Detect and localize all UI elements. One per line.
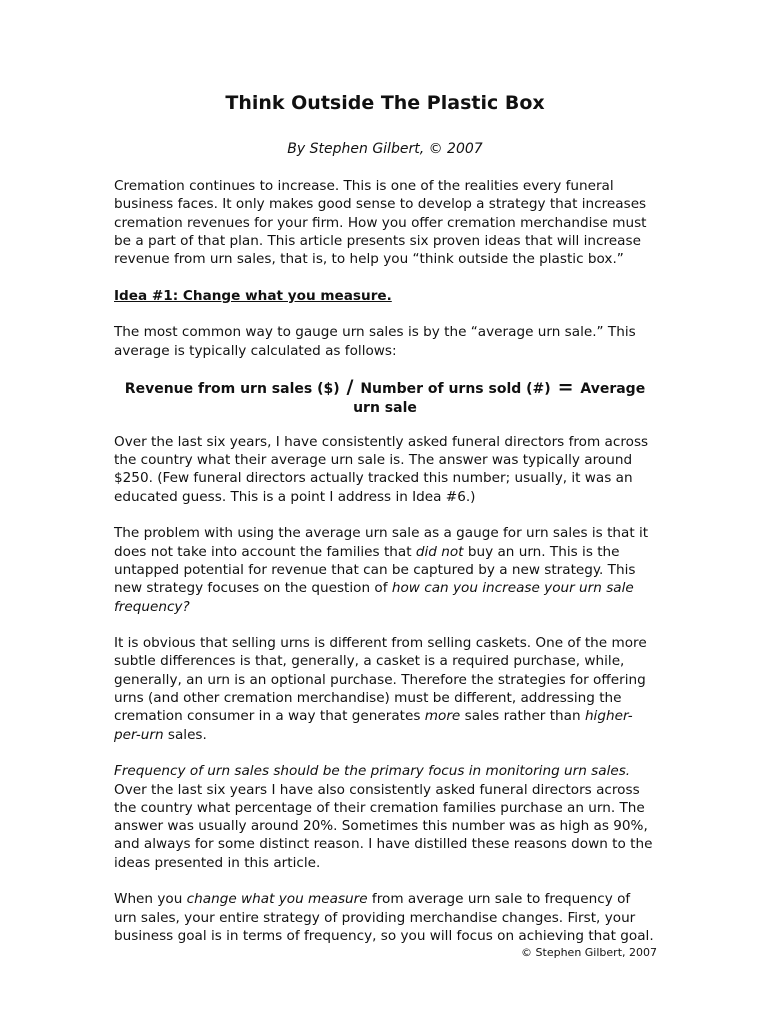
formula [114, 378, 656, 417]
emphasis-did-not: did not [415, 543, 464, 560]
emphasis-question: how can you increase your urn sale frequency? [114, 580, 634, 615]
section-heading-idea-1: Idea #1: Change what you measure. [114, 287, 392, 304]
text-run: sales rather than [460, 708, 585, 725]
paragraph-change-measure [114, 890, 656, 945]
paragraph-frequency [114, 762, 656, 872]
text-run: sales. [163, 726, 207, 743]
byline: By Stephen Gilbert, © 2007 [287, 141, 483, 157]
formula-urns-sold: Number of urns sold (#) [360, 381, 551, 398]
text-run: The problem with using the average urn sale as a gauge for urn sales is that it does not take into account the families that [114, 525, 649, 560]
emphasis-higher-per-urn: higher-per-urn [114, 708, 633, 743]
page-footer: © Stephen Gilbert, 2007 [521, 946, 657, 959]
formula-equals: = [557, 376, 574, 399]
text-run: Over the last six years I have also consistently asked funeral directors across the country what percentage of their cremation families purchase an urn. The answer was usually around 20%. Sometimes this number was as high as 90%, and always for some distinct reason. I have distilled these reasons down to the ideas presented in this article. [114, 781, 653, 871]
emphasis-more: more [424, 708, 461, 725]
text-run: When you [114, 891, 187, 908]
formula-divide: / [346, 376, 354, 399]
paragraph-average-urn-sale: The most common way to gauge urn sales is by the “average urn sale.” This average is typically calculated as follows: [114, 324, 636, 359]
page-title: Think Outside The Plastic Box [225, 92, 545, 114]
paragraph-intro: Cremation continues to increase. This is one of the realities every funeral business faces. It only makes good sense to develop a strategy that increases cremation revenues for your firm. How you offer cremation merchandise must be a part of that plan. This article presents six proven ideas that will increase revenue from urn sales, that is, to help you “think outside the plastic box.” [114, 178, 647, 268]
article-body [114, 177, 656, 963]
paragraph-urns-vs-caskets [114, 634, 656, 744]
formula-result: Average urn sale [353, 381, 646, 416]
text-run: It is obvious that selling urns is different from selling caskets. One of the more subtle differences is that, generally, a casket is a required purchase, while, generally, an urn is an optional purchase. Therefore the strategies for offering urns (and other cremation merchandise) must be different, addressing the cremation consumer in a way that generates [114, 635, 647, 725]
formula-revenue: Revenue from urn sales ($) [124, 381, 340, 398]
paragraph-problem [114, 524, 656, 615]
emphasis-change-measure: change what you measure [186, 891, 368, 908]
emphasis-frequency: Frequency of urn sales should be the primary focus in monitoring urn sales. [114, 763, 631, 780]
text-run: buy an urn. This is the untapped potential for revenue that can be captured by a new strategy. This new strategy focuses on the question of [114, 543, 636, 597]
text-run: from average urn sale to frequency of urn sales, your entire strategy of providing merchandise changes. First, your business goal is in terms of frequency, so you will focus on achieving that goal. [114, 891, 654, 944]
paragraph-six-years: Over the last six years, I have consistently asked funeral directors from across the country what their average urn sale is. The answer was typically around $250. (Few funeral directors actually tracked this number; usually, it was an educated guess. This is a point I address in Idea #6.) [114, 433, 649, 505]
